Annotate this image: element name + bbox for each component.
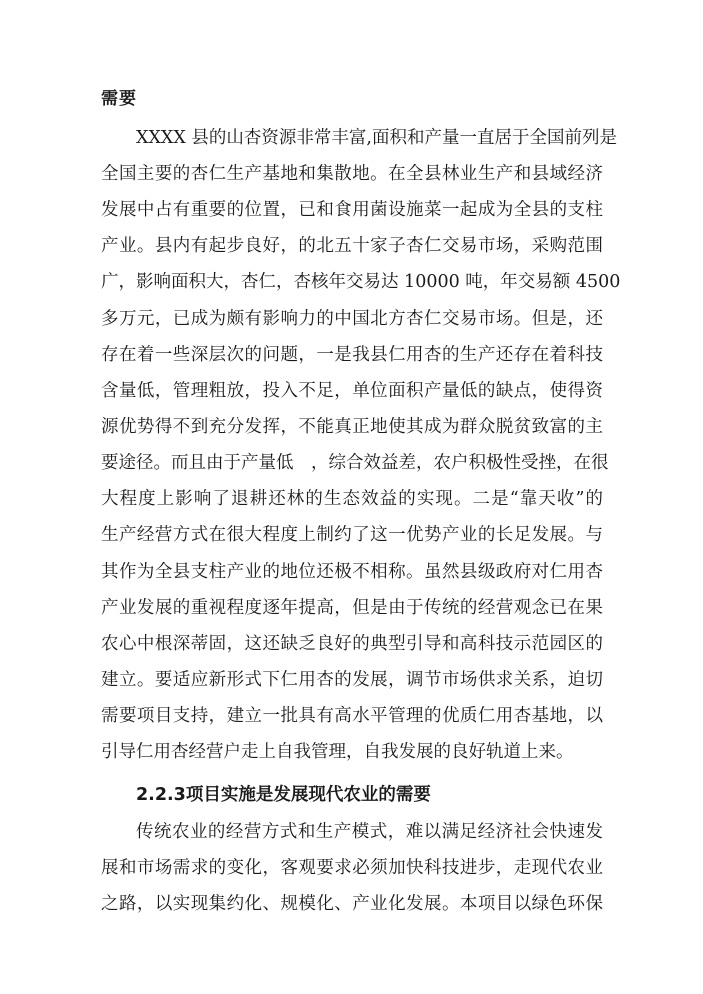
paragraph2-line: 之路，以实现集约化、规模化、产业化发展。本项目以绿色环保 [101, 894, 603, 914]
paragraph1-line: 广，影响面积大，杏仁，杏核年交易达 10000 吨，年交易额 4500 [101, 272, 621, 292]
paragraph1-line: 源优势得不到充分发挥，不能真正地使其成为群众脱贫致富的主 [101, 417, 603, 437]
paragraph1-line: 存在着一些深层次的问题，一是我县仁用杏的生产还存在着科技 [101, 345, 603, 365]
paragraph1-line: 产业。县内有起步良好，的北五十家子杏仁交易市场，采购范围 [101, 236, 603, 256]
paragraph1-line: 农心中根深蒂固，这还缺乏良好的典型引导和高科技示范园区的 [101, 634, 603, 654]
paragraph1-line: XXXX 县的山杏资源非常丰富,面积和产量一直居于全国前列是 [136, 128, 617, 148]
paragraph1-line: 引导仁用杏经营户走上自我管理，自我发展的良好轨道上来。 [101, 742, 574, 762]
paragraph1-line: 发展中占有重要的位置，已和食用菌设施菜一起成为全县的支柱 [101, 200, 603, 220]
section-heading: 2.2.3项目实施是发展现代农业的需要 [136, 785, 431, 805]
paragraph1-line: 全国主要的杏仁生产基地和集散地。在全县林业生产和县域经济 [101, 164, 603, 184]
paragraph2-line: 传统农业的经营方式和生产模式，难以满足经济社会快速发 [136, 822, 603, 842]
paragraph2-line: 展和市场需求的变化，客观要求必须加快科技进步，走现代农业 [101, 858, 603, 878]
paragraph1-line: 建立。要适应新形式下仁用杏的发展，调节市场供求关系，迫切 [101, 670, 603, 690]
paragraph1-line: 生产经营方式在很大程度上制约了这一优势产业的长足发展。与 [101, 525, 603, 545]
paragraph1-line: 要途径。而且由于产量低 ，综合效益差，农户积极性受挫，在很 [101, 453, 609, 473]
paragraph1-line: 其作为全县支柱产业的地位还极不相称。虽然县级政府对仁用杏 [101, 562, 603, 582]
paragraph1-line: 产业发展的重视程度逐年提高，但是由于传统的经营观念已在果 [101, 598, 603, 618]
paragraph1-line: 含量低，管理粗放，投入不足，单位面积产量低的缺点，使得资 [101, 381, 603, 401]
paragraph1-line: 大程度上影响了退耕还林的生态效益的实现。二是“靠天收”的 [101, 489, 603, 509]
paragraph1-line: 需要项目支持，建立一批具有高水平管理的优质仁用杏基地，以 [101, 706, 603, 726]
paragraph1-line: 多万元，已成为颇有影响力的中国北方杏仁交易市场。但是，还 [101, 309, 603, 329]
heading-top: 需要 [101, 89, 137, 109]
